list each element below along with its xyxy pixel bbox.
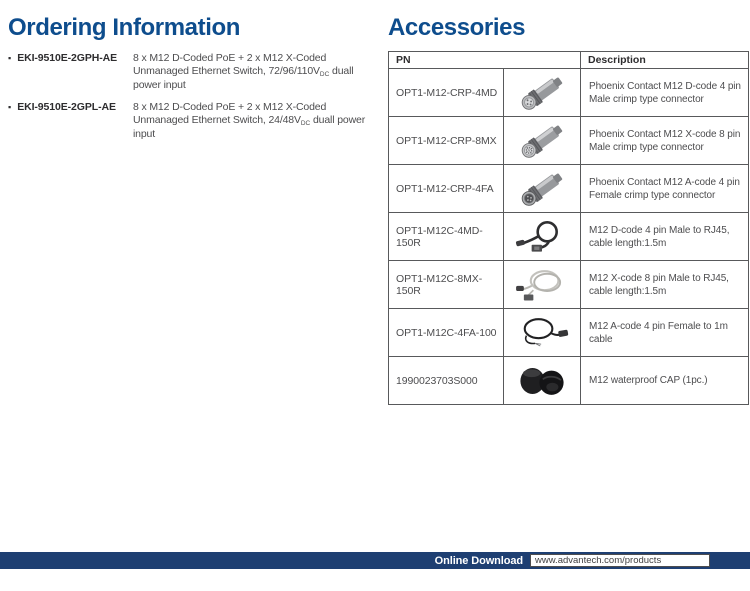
online-download-bar [0, 552, 750, 569]
table-row [389, 213, 749, 261]
table-row [389, 165, 749, 213]
ordering-description-tail: duall power input [133, 65, 354, 91]
online-download-label: Online Download [434, 554, 523, 567]
ordering-item-pn-block [8, 101, 133, 141]
accessories-title: Accessories [388, 14, 526, 41]
m12-a-code-female-connector-photo [514, 170, 570, 208]
ordering-description-subscript: DC [319, 71, 330, 78]
ordering-list [8, 52, 382, 141]
table-row [389, 69, 749, 117]
accessory-pn: OPT1-M12C-8MX-150R [389, 261, 504, 309]
ordering-item-pn-block [8, 52, 133, 92]
table-row [389, 357, 749, 405]
accessories-table [388, 51, 749, 405]
ordering-description-tail: duall power input [133, 114, 366, 140]
table-header-row [389, 52, 749, 69]
m12-to-rj45-dark-cable-photo [514, 218, 570, 256]
accessory-description: Phoenix Contact M12 D-code 4 pin Male crimp type connector [581, 69, 749, 117]
accessory-photo-cell [504, 69, 581, 117]
m12-to-rj45-light-cable-photo [514, 266, 570, 304]
ordering-description [133, 101, 371, 141]
accessory-pn: 1990023703S000 [389, 357, 504, 405]
accessory-photo-cell [504, 213, 581, 261]
ordering-information-title: Ordering Information [8, 14, 241, 41]
accessory-photo-cell [504, 261, 581, 309]
accessory-description: M12 X-code 8 pin Male to RJ45, cable length:1.5m [581, 261, 749, 309]
accessory-description: M12 waterproof CAP (1pc.) [581, 357, 749, 405]
accessories-section [388, 15, 748, 405]
accessory-description: M12 D-code 4 pin Male to RJ45, cable length:1.5m [581, 213, 749, 261]
ordering-description-text: 8 x M12 D-Coded PoE + 2 x M12 X-Coded Unmanaged Ethernet Switch, 72/96/110V [133, 52, 327, 77]
accessory-photo-cell [504, 117, 581, 165]
ordering-part-number: EKI-9510E-2GPL-AE [17, 101, 116, 113]
ordering-description-subscript: DC [300, 120, 311, 127]
accessory-pn: OPT1-M12-CRP-8MX [389, 117, 504, 165]
ordering-information-section [8, 15, 382, 150]
ordering-item [8, 52, 382, 92]
table-row [389, 261, 749, 309]
column-header-pn: PN [389, 52, 581, 69]
accessory-photo-cell [504, 357, 581, 405]
accessory-pn: OPT1-M12C-4MD-150R [389, 213, 504, 261]
accessory-description: Phoenix Contact M12 A-code 4 pin Female crimp type connector [581, 165, 749, 213]
m12-waterproof-caps-photo [514, 362, 570, 400]
accessory-description: Phoenix Contact M12 X-code 8 pin Male crimp type connector [581, 117, 749, 165]
download-url-link[interactable]: www.advantech.com/products [530, 554, 710, 567]
accessory-pn: OPT1-M12-CRP-4MD [389, 69, 504, 117]
accessory-photo-cell [504, 165, 581, 213]
table-row [389, 309, 749, 357]
column-header-description: Description [581, 52, 749, 69]
accessory-pn: OPT1-M12-CRP-4FA [389, 165, 504, 213]
bullet-square-icon: ▪ [8, 53, 12, 63]
table-row [389, 117, 749, 165]
m12-d-code-male-connector-photo [514, 74, 570, 112]
ordering-description [133, 52, 371, 92]
accessory-photo-cell [504, 309, 581, 357]
accessory-description: M12 A-code 4 pin Female to 1m cable [581, 309, 749, 357]
ordering-item [8, 101, 382, 141]
ordering-part-number: EKI-9510E-2GPH-AE [17, 52, 118, 64]
bullet-square-icon: ▪ [8, 102, 12, 112]
ordering-description-text: 8 x M12 D-Coded PoE + 2 x M12 X-Coded Unmanaged Ethernet Switch, 24/48V [133, 101, 327, 126]
m12-x-code-male-connector-photo [514, 122, 570, 160]
accessory-pn: OPT1-M12C-4FA-100 [389, 309, 504, 357]
m12-female-loop-cable-photo [514, 314, 570, 352]
